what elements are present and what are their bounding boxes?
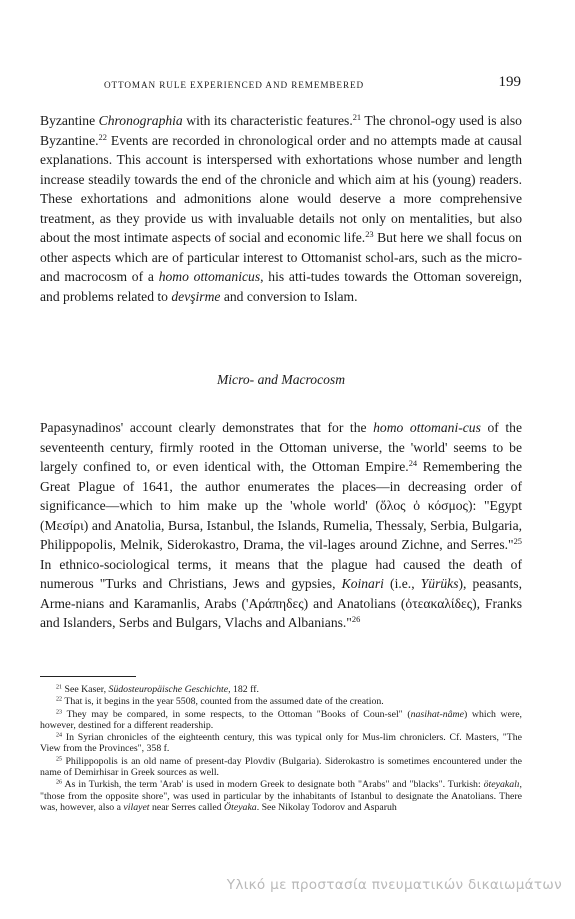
footnote-italic: nasihat-nâme	[410, 708, 464, 720]
footnote-text: See Kaser,	[64, 684, 109, 695]
text-run: , his atti-tudes towards the Ottoman sovereign, and problems related to	[40, 269, 522, 304]
footnote-number: 25	[56, 756, 63, 763]
footnote-text: near Serres called	[149, 801, 225, 813]
footnote-text: That is, it begins in the year 5508, counted from the assumed date of the creation.	[64, 696, 384, 708]
footnote-text: ) which were, however, destined for a different readership.	[40, 708, 522, 731]
footnote-24	[40, 732, 522, 755]
footnote-italic: Südosteuropäische Geschichte	[108, 684, 229, 695]
footnote-italic: vilayet	[123, 801, 150, 813]
footnote-ref-22[interactable]: 22	[98, 131, 107, 142]
footnote-italic: öteyakalı	[483, 779, 520, 791]
running-head-title: OTTOMAN RULE EXPERIENCED AND REMEMBERED	[104, 80, 365, 90]
text-run: and conversion to Islam.	[220, 288, 358, 304]
footnote-ref-23[interactable]: 23	[365, 229, 374, 240]
footnote-text: In Syrian chronicles of the eighteenth century, this was typical only for Mus-lim chroniclers. Cf. Masters, "The View from the Provinces", 358 f.	[40, 732, 522, 755]
text-run: Papasynadinos' account clearly demonstrates that for the	[40, 420, 374, 435]
footnote-21	[40, 684, 522, 695]
footnote-italic: Öteyaka	[224, 801, 257, 813]
text-run: In ethnico-sociological terms, it means that the plague had caused the death of numerous "Turks and Christians, Jews and gypsies,	[40, 556, 522, 592]
footnote-ref-25[interactable]: 25	[513, 536, 522, 547]
footnote-text: . See Nikolay Todorov and Asparuh	[256, 801, 397, 813]
section-heading: Micro- and Macrocosm	[216, 372, 346, 387]
text-run: Events are recorded in chronological order and no attempts made at causal explanations. This account is interspersed with exhortations whose number and length increase steadily towards the end of the chronicle and which aim at his (young) readers. These exhortations and admonitions alone would deserve a more comprehensive treatment, as they provide us with invaluable details not only on mentalities, but also about the most intimate aspects of social and economic life.	[40, 132, 522, 246]
text-run: of the seventeenth century, firmly rooted in the Ottoman universe, the 'world' seems to be largely confined to, or even identical with, the Ottoman Empire.	[40, 420, 522, 475]
text-run: Byzantine	[40, 113, 99, 128]
italic-term: Koinari	[341, 576, 384, 592]
footnote-text: They may be compared, in some respects, to the Ottoman "Books of Coun-sel" (	[66, 708, 411, 720]
footnote-ref-21[interactable]: 21	[352, 111, 362, 122]
footnote-ref-24[interactable]: 24	[408, 458, 418, 469]
footnote-divider	[40, 676, 136, 677]
footnote-number: 23	[56, 708, 63, 715]
text-run: ), peasants, Arme-nians and Karamanlis, Arabs ('Αράπηδες) and Anatolians (ὀτεακαλίδες), Franks and Islanders, Serbs and Bulgars, Vlachs and Albanians."	[40, 576, 522, 631]
footnote-number: 22	[56, 696, 63, 703]
footnotes	[40, 684, 522, 814]
italic-term: Chronographia	[98, 113, 183, 128]
text-run: Remembering the Great Plague of 1641, the author enumerates the places—in decreasing order of significance—which to him make up the 'whole world' (ὅλος ὁ κόσμος): "Egypt (Μεσίρι) and Anatolia, Bursa, Istanbul, the Islands, Rumelia, Thessaly, Serbia, Bulgaria, Philippopolis, Melnik, Siderokastro, Drama, the vil-lages around Zichne, and Serres."	[40, 459, 522, 553]
footnote-25	[40, 756, 522, 779]
page-number: 199	[498, 74, 521, 90]
copyright-watermark: Υλικό με προστασία πνευματικών δικαιωμάτων	[226, 877, 562, 893]
footnote-text: , "those from the opposite shore", was used in particular by the inhabitants of Istanbul to designate the Anatolians. There was, however, also a	[40, 779, 522, 813]
text-run: The chronol-ogy used is also Byzantine.	[40, 113, 522, 148]
footnote-ref-26[interactable]: 26	[351, 614, 361, 625]
footnote-text: As in Turkish, the term 'Arab' is used in modern Greek to designate both "Arabs" and "blacks". Turkish:	[64, 779, 484, 791]
footnote-22	[40, 696, 522, 707]
italic-term: Yürüks	[420, 576, 459, 592]
italic-term: homo ottomani-cus	[373, 420, 481, 435]
footnote-number: 21	[56, 684, 63, 691]
footnote-26	[40, 779, 522, 813]
body-paragraph-1	[40, 111, 522, 306]
text-run: (i.e.,	[383, 576, 421, 592]
footnote-number: 24	[56, 732, 63, 739]
text-run: But here we shall focus on other aspects which are of particular interest to Ottomanist schol-ars, such as the micro- and macrocosm of a	[40, 230, 522, 285]
footnote-text: Philippopolis is an old name of present-day Plovdiv (Bulgaria). Siderokastro is sometimes encountered under the name of Demirhisar in Greek sources as well.	[40, 755, 522, 779]
running-header	[40, 74, 521, 94]
footnote-23	[40, 709, 522, 732]
text-run: with its characteristic features.	[182, 113, 353, 128]
italic-term: devşirme	[171, 288, 221, 304]
body-paragraph-2	[40, 418, 522, 633]
footnote-text: , 182 ff.	[228, 684, 259, 695]
italic-term: homo ottomanicus	[158, 269, 261, 285]
footnote-number: 26	[56, 779, 63, 786]
